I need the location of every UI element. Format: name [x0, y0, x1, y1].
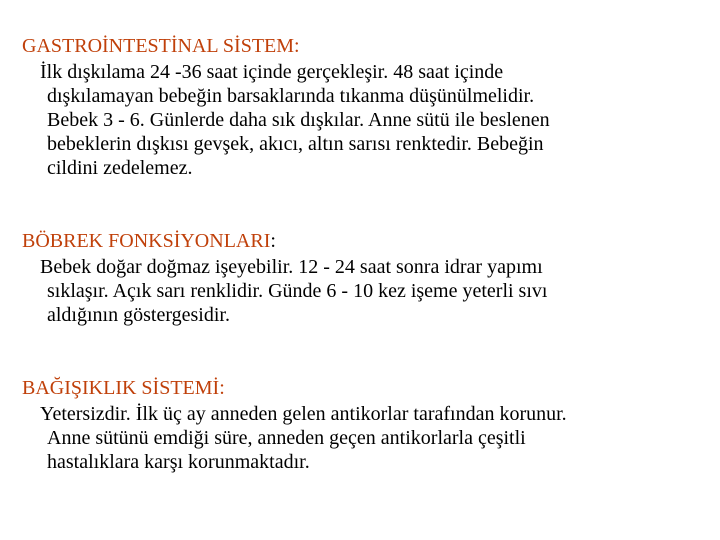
body-line: aldığının göstergesidir.: [47, 304, 230, 326]
body-line: bebeklerin dışkısı gevşek, akıcı, altın sarısı renktedir. Bebeğin: [47, 133, 544, 155]
heading-text: GASTROİNTESTİNAL SİSTEM: [22, 35, 295, 57]
section-body: [22, 402, 702, 474]
heading-colon: :: [219, 377, 225, 399]
section-heading: [22, 34, 702, 58]
body-line: Yetersizdir. İlk üç ay anneden gelen antikorlar tarafından korunur.: [40, 403, 567, 425]
body-line: İlk dışkılama 24 -36 saat içinde gerçekleşir. 48 saat içinde: [40, 61, 504, 83]
body-line: sıklaşır. Açık sarı renklidir. Günde 6 - 10 kez işeme yeterli sıvı: [47, 280, 548, 302]
body-line: cildini zedelemez.: [47, 157, 193, 179]
section-body: [22, 60, 702, 180]
heading-text: BAĞIŞIKLIK SİSTEMİ: [22, 377, 220, 399]
heading-colon: :: [270, 230, 276, 252]
heading-colon: :: [294, 35, 300, 57]
body-line: Bebek 3 - 6. Günlerde daha sık dışkılar. Anne sütü ile beslenen: [47, 109, 550, 131]
body-line: hastalıklara karşı korunmaktadır.: [47, 451, 310, 473]
heading-text: BÖBREK FONKSİYONLARI: [22, 230, 271, 252]
section-immune-system: [22, 376, 702, 474]
section-heading: [22, 229, 702, 253]
section-kidney-functions: [22, 229, 702, 327]
section-body: [22, 255, 702, 327]
section-heading: [22, 376, 702, 400]
section-gastrointestinal: [22, 34, 702, 180]
body-line: dışkılamayan bebeğin barsaklarında tıkanma düşünülmelidir.: [47, 85, 535, 107]
body-line: Anne sütünü emdiği süre, anneden geçen antikorlarla çeşitli: [47, 427, 526, 449]
body-line: Bebek doğar doğmaz işeyebilir. 12 - 24 saat sonra idrar yapımı: [40, 256, 543, 278]
